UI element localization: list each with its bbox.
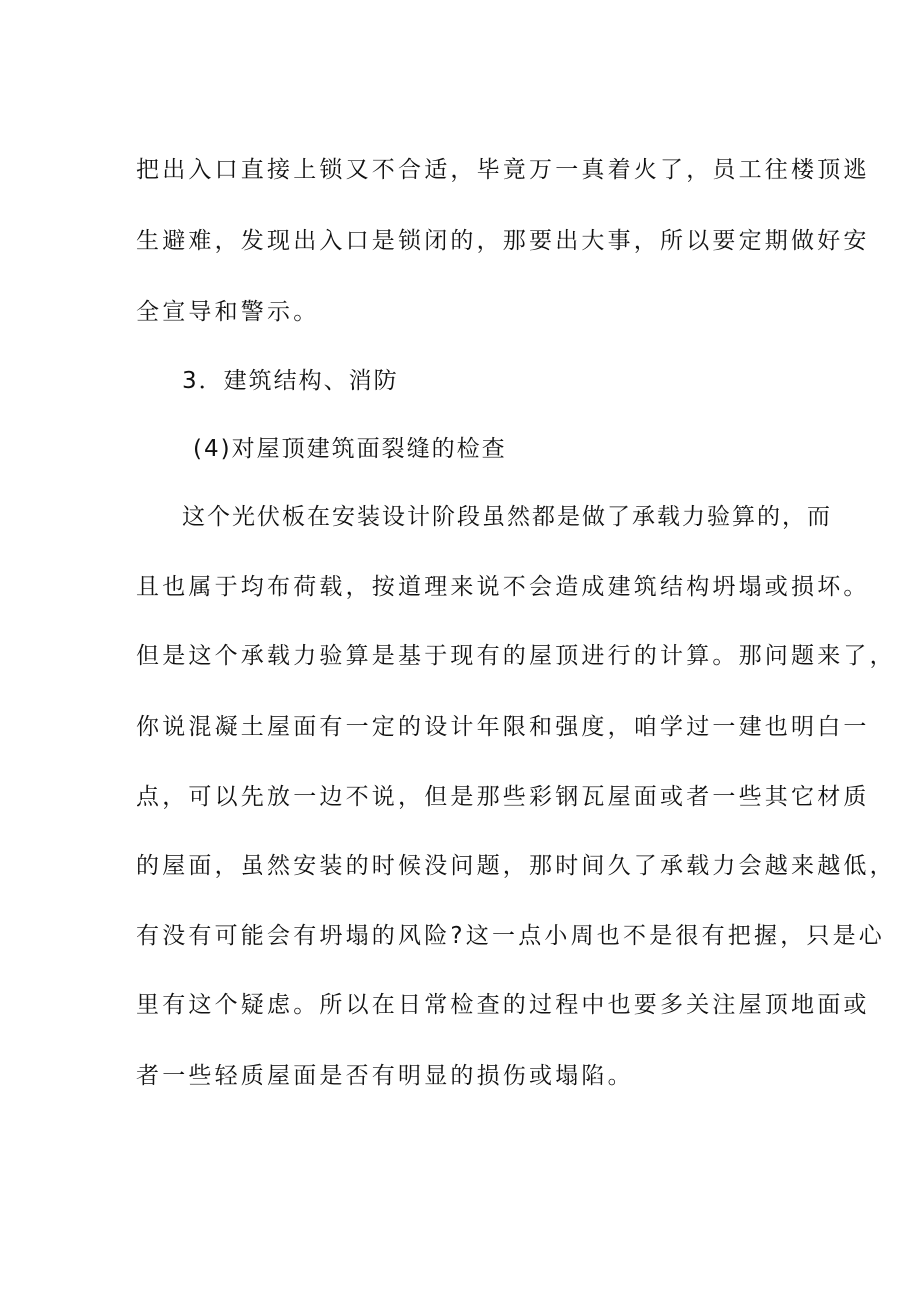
subsection-heading: (4)对屋顶建筑面裂缝的检查 bbox=[193, 436, 507, 462]
paragraph-line: 你说混凝土屋面有一定的设计年限和强度，咱学过一建也明白一 bbox=[136, 714, 870, 740]
section-heading: 3．建筑结构、消防 bbox=[182, 368, 399, 394]
paragraph-line: 但是这个承载力验算是基于现有的屋顶进行的计算。那问题来了， bbox=[136, 643, 896, 669]
paragraph-line: 且也属于均布荷载，按道理来说不会造成建筑结构坍塌或损坏。 bbox=[136, 574, 870, 600]
paragraph-line: 有没有可能会有坍塌的风险?这一点小周也不是很有把握，只是心 bbox=[136, 923, 886, 949]
paragraph-line: 点，可以先放一边不说，但是那些彩钢瓦屋面或者一些其它材质 bbox=[136, 784, 870, 810]
paragraph-line: 这个光伏板在安装设计阶段虽然都是做了承载力验算的，而 bbox=[182, 504, 832, 530]
paragraph-line: 的屋面，虽然安装的时候没问题，那时间久了承载力会越来越低， bbox=[136, 853, 896, 879]
paragraph-line: 里有这个疑虑。所以在日常检查的过程中也要多关注屋顶地面或 bbox=[136, 992, 870, 1018]
paragraph-line: 全宣导和警示。 bbox=[136, 299, 320, 325]
paragraph-line: 把出入口直接上锁又不合适，毕竟万一真着火了，员工往楼顶逃 bbox=[136, 157, 870, 183]
paragraph-line: 生避难，发现出入口是锁闭的，那要出大事，所以要定期做好安 bbox=[136, 228, 870, 254]
paragraph-line: 者一些轻质屋面是否有明显的损伤或塌陷。 bbox=[136, 1063, 634, 1089]
